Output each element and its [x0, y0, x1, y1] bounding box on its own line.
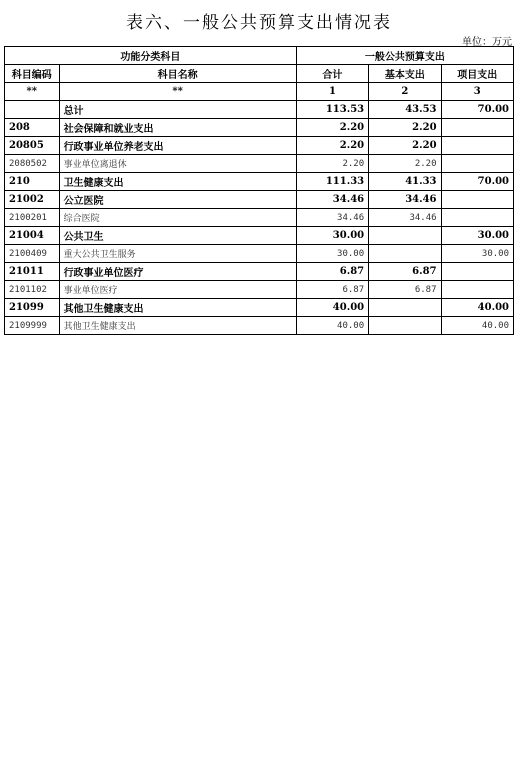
row-basic: 2.20	[369, 119, 441, 137]
row-project	[441, 191, 513, 209]
row-code: 2080502	[5, 155, 60, 173]
row-code: 2100409	[5, 245, 60, 263]
page-title: 表六、一般公共预算支出情况表	[126, 13, 392, 33]
table-row	[5, 227, 514, 245]
row-name: 行政事业单位养老支出	[59, 137, 296, 155]
row-name: 公立医院	[59, 191, 296, 209]
row-total: 40.00	[296, 317, 368, 335]
table-row	[5, 299, 514, 317]
row-total: 40.00	[296, 299, 368, 317]
row-basic: 2.20	[369, 155, 441, 173]
row-project	[441, 281, 513, 299]
index-basic: 2	[369, 83, 441, 101]
row-project: 40.00	[441, 299, 513, 317]
row-name: 总计	[59, 101, 296, 119]
table-row	[5, 191, 514, 209]
index-name: **	[59, 83, 296, 101]
index-total: 1	[296, 83, 368, 101]
row-basic: 6.87	[369, 263, 441, 281]
row-code: 21004	[5, 227, 60, 245]
row-name: 重大公共卫生服务	[59, 245, 296, 263]
unit-label: 单位：万元	[462, 37, 512, 48]
header-code: 科目编码	[5, 65, 60, 83]
header-group-left: 功能分类科目	[5, 47, 297, 65]
row-name: 综合医院	[59, 209, 296, 227]
row-total: 113.53	[296, 101, 368, 119]
budget-table	[4, 46, 514, 335]
row-project	[441, 209, 513, 227]
row-code: 21099	[5, 299, 60, 317]
row-total: 34.46	[296, 209, 368, 227]
row-code: 21011	[5, 263, 60, 281]
row-code: 21002	[5, 191, 60, 209]
table-row	[5, 263, 514, 281]
table-row	[5, 209, 514, 227]
row-project: 30.00	[441, 227, 513, 245]
row-total: 6.87	[296, 281, 368, 299]
row-total: 2.20	[296, 155, 368, 173]
row-basic: 2.20	[369, 137, 441, 155]
row-name: 事业单位医疗	[59, 281, 296, 299]
row-total: 34.46	[296, 191, 368, 209]
table-row	[5, 155, 514, 173]
row-name: 其他卫生健康支出	[59, 317, 296, 335]
row-code: 2109999	[5, 317, 60, 335]
row-code: 2101102	[5, 281, 60, 299]
index-code: **	[5, 83, 60, 101]
row-project	[441, 119, 513, 137]
row-basic: 34.46	[369, 209, 441, 227]
row-total: 2.20	[296, 137, 368, 155]
row-basic	[369, 299, 441, 317]
row-name: 行政事业单位医疗	[59, 263, 296, 281]
row-name: 卫生健康支出	[59, 173, 296, 191]
row-basic: 34.46	[369, 191, 441, 209]
row-basic	[369, 317, 441, 335]
row-code: 208	[5, 119, 60, 137]
row-project	[441, 137, 513, 155]
row-code: 2100201	[5, 209, 60, 227]
header-total: 合计	[296, 65, 368, 83]
index-project: 3	[441, 83, 513, 101]
row-project: 40.00	[441, 317, 513, 335]
row-project: 30.00	[441, 245, 513, 263]
header-name: 科目名称	[59, 65, 296, 83]
header-group-right: 一般公共预算支出	[296, 47, 513, 65]
table-row	[5, 281, 514, 299]
header-basic: 基本支出	[369, 65, 441, 83]
row-basic: 43.53	[369, 101, 441, 119]
row-basic: 6.87	[369, 281, 441, 299]
row-name: 公共卫生	[59, 227, 296, 245]
row-code: 20805	[5, 137, 60, 155]
row-project	[441, 155, 513, 173]
table-row	[5, 173, 514, 191]
table-row	[5, 317, 514, 335]
table-row	[5, 245, 514, 263]
table-row	[5, 101, 514, 119]
row-name: 事业单位离退休	[59, 155, 296, 173]
row-total: 6.87	[296, 263, 368, 281]
row-basic	[369, 245, 441, 263]
row-total: 30.00	[296, 245, 368, 263]
table-row	[5, 119, 514, 137]
table-row	[5, 137, 514, 155]
row-code	[5, 101, 60, 119]
row-name: 其他卫生健康支出	[59, 299, 296, 317]
row-project: 70.00	[441, 173, 513, 191]
row-basic	[369, 227, 441, 245]
table-body	[5, 101, 514, 335]
row-total: 30.00	[296, 227, 368, 245]
row-project	[441, 263, 513, 281]
row-code: 210	[5, 173, 60, 191]
row-total: 111.33	[296, 173, 368, 191]
row-name: 社会保障和就业支出	[59, 119, 296, 137]
row-total: 2.20	[296, 119, 368, 137]
row-project: 70.00	[441, 101, 513, 119]
header-project: 项目支出	[441, 65, 513, 83]
row-basic: 41.33	[369, 173, 441, 191]
